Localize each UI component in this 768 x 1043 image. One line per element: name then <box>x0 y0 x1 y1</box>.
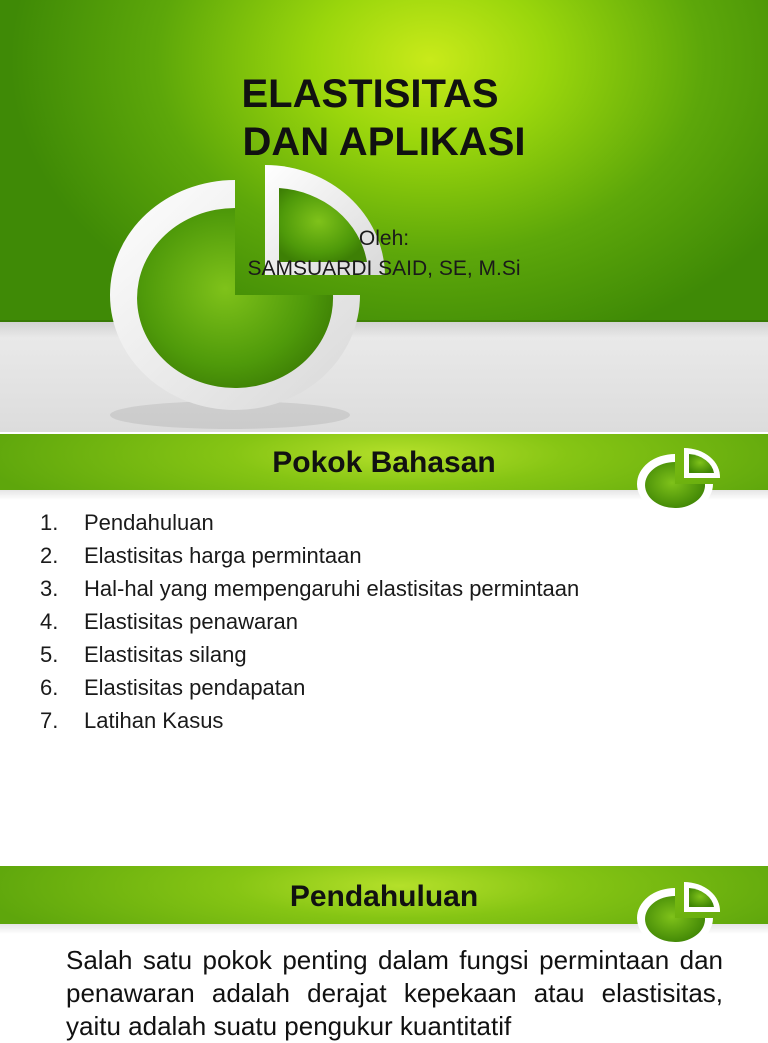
list-text: Elastisitas harga permintaan <box>84 543 362 568</box>
presentation-title <box>0 70 768 166</box>
body-paragraph: Salah satu pokok penting dalam fungsi permintaan dan penawaran adalah derajat kepekaan atau elastisitas, yaitu adalah suatu pengukur kuantitatif <box>66 945 723 1041</box>
list-text: Hal-hal yang mempengaruhi elastisitas permintaan <box>84 576 580 601</box>
intro-slide <box>0 866 768 1041</box>
list-number: 3. <box>40 576 59 601</box>
title-line-2: DAN APLIKASI <box>242 120 526 164</box>
byline <box>0 224 768 284</box>
list-item <box>40 539 579 572</box>
slide-heading: Pendahuluan <box>289 880 479 913</box>
list-item <box>40 506 579 539</box>
list-text: Pendahuluan <box>84 510 214 535</box>
list-number: 4. <box>40 609 59 634</box>
list-item <box>40 572 579 605</box>
list-number: 2. <box>40 543 59 568</box>
list-number: 6. <box>40 675 59 700</box>
list-text: Elastisitas penawaran <box>84 609 299 634</box>
list-item <box>40 638 579 671</box>
list-item <box>40 671 579 704</box>
pie-chart-icon <box>630 442 730 518</box>
list-number: 1. <box>40 510 59 535</box>
title-slide <box>0 0 768 432</box>
list-text: Latihan Kasus <box>84 708 224 733</box>
title-line-1: ELASTISITAS <box>241 72 499 116</box>
list-item <box>40 605 579 638</box>
list-number: 7. <box>40 708 59 733</box>
topic-list <box>40 506 579 737</box>
pie-chart-icon <box>70 150 450 440</box>
list-text: Elastisitas pendapatan <box>84 675 306 700</box>
pie-chart-icon <box>630 876 730 952</box>
slide-heading: Pokok Bahasan <box>272 446 496 479</box>
list-number: 5. <box>40 642 59 667</box>
list-item <box>40 704 579 737</box>
author-name: SAMSUARDI SAID, SE, M.Si <box>247 257 521 280</box>
agenda-slide <box>0 434 768 822</box>
list-text: Elastisitas silang <box>84 642 247 667</box>
by-label: Oleh: <box>358 227 410 250</box>
